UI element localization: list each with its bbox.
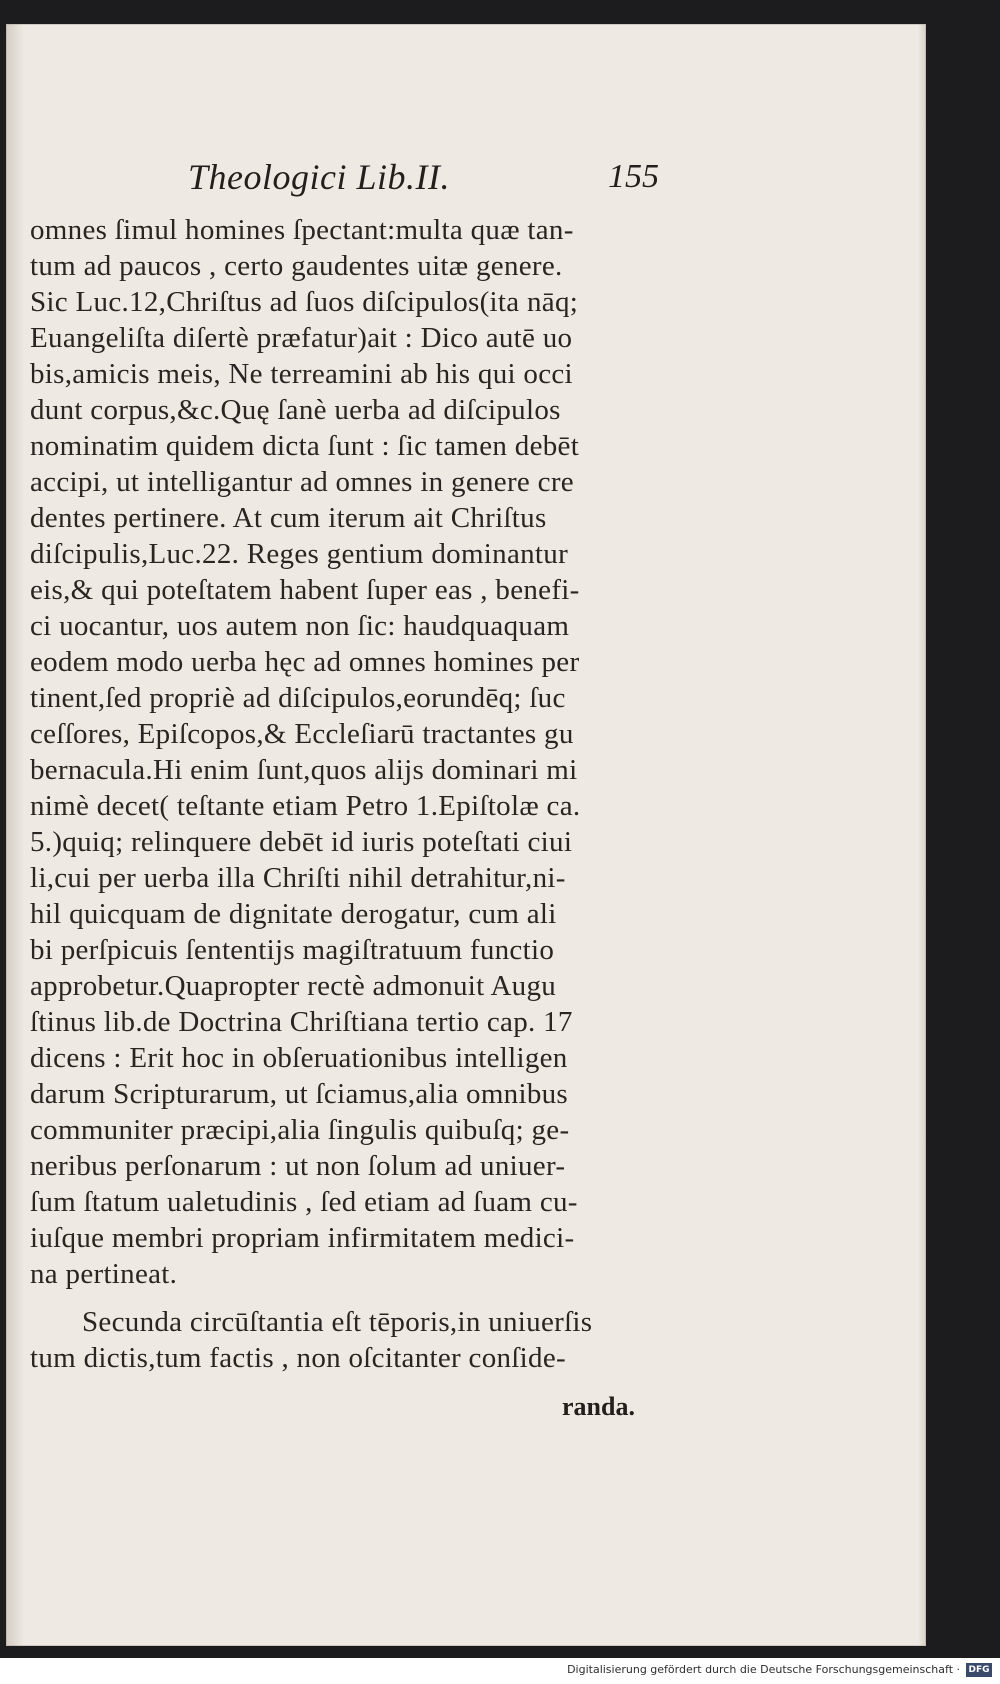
digitization-credit: Digitalisierung gefördert durch die Deutsche Forschungsgemeinschaft ·: [567, 1663, 960, 1676]
text-line: tinent,ſed propriè ad diſcipulos,eorundēq; ſuc: [30, 682, 566, 714]
text-line: omnes ſimul homines ſpectant:multa quæ tan-: [30, 214, 574, 246]
text-line: Sic Luc.12,Chriſtus ad ſuos diſcipulos(ita nāq;: [30, 286, 579, 318]
text-line: ci uocantur, uos autem non ſic: haudquaquam: [30, 610, 570, 642]
text-line: approbetur.Quapropter rectè admonuit Augu: [30, 970, 557, 1002]
text-line: darum Scripturarum, ut ſciamus,alia omnibus: [30, 1078, 569, 1110]
page-gutter-shadow: [6, 24, 24, 1646]
text-line: nominatim quidem dicta ſunt : ſic tamen debēt: [30, 430, 580, 462]
text-line: neribus perſonarum : ut non ſolum ad uniuer-: [30, 1150, 566, 1182]
text-line: na pertineat.: [30, 1258, 178, 1290]
text-line: ſtinus lib.de Doctrina Chriſtiana tertio cap. 17: [30, 1006, 573, 1038]
text-line: bi perſpicuis ſententijs magiſtratuum functio: [30, 934, 555, 966]
text-line: ſum ſtatum ualetudinis , ſed etiam ad ſuam cu-: [30, 1186, 578, 1218]
page-number: 155: [608, 158, 659, 195]
text-line: ceſſores, Epiſcopos,& Eccleſiarū tractantes gu: [30, 718, 574, 750]
catchword: randa.: [562, 1392, 635, 1421]
text-line: li,cui per uerba illa Chriſti nihil detrahitur,ni-: [30, 862, 566, 894]
text-line: eis,& qui poteſtatem habent ſuper eas , benefi-: [30, 574, 580, 606]
text-line: dicens : Erit hoc in obſeruationibus intelligen: [30, 1042, 568, 1074]
text-line: bis,amicis meis, Ne terreamini ab his qui occi: [30, 358, 573, 390]
text-line: communiter præcipi,alia ſingulis quibuſq; ge-: [30, 1114, 570, 1146]
text-line: tum dictis,tum factis , non oſcitanter conſide-: [30, 1342, 566, 1374]
text-line: eodem modo uerba hęc ad omnes homines per: [30, 646, 580, 678]
paragraph-break: [30, 1292, 670, 1304]
text-line: bernacula.Hi enim ſunt,quos alijs dominari mi: [30, 754, 578, 786]
text-line: hil quicquam de dignitate derogatur, cum ali: [30, 898, 557, 930]
body-text: [30, 212, 670, 1376]
text-line: iuſque membri propriam infirmitatem medici-: [30, 1222, 575, 1254]
running-head: [6, 152, 926, 204]
running-title: Theologici Lib.II.: [188, 157, 450, 197]
book-page: [6, 24, 926, 1646]
text-line: tum ad paucos , certo gaudentes uitæ genere.: [30, 250, 563, 282]
page-edge-shadow: [918, 24, 926, 1646]
text-line: 5.)quiq; relinquere debēt id iuris poteſtati ciui: [30, 826, 573, 858]
dfg-logo: DFG: [966, 1663, 992, 1677]
text-line: dunt corpus,&c.Quę ſanè uerba ad diſcipulos: [30, 394, 561, 426]
text-line: nimè decet( teſtante etiam Petro 1.Epiſtolæ ca.: [30, 790, 581, 822]
text-line: diſcipulis,Luc.22. Reges gentium dominantur: [30, 538, 569, 570]
text-line: accipi, ut intelligantur ad omnes in genere cre: [30, 466, 574, 498]
text-line: Euangeliſta diſertè præfatur)ait : Dico autē uo: [30, 322, 573, 354]
text-line: Secunda circūſtantia eſt tēporis,in uniuerſis: [82, 1306, 593, 1338]
text-line: dentes pertinere. At cum iterum ait Chriſtus: [30, 502, 547, 534]
digitization-credit-bar: [0, 1658, 1000, 1684]
